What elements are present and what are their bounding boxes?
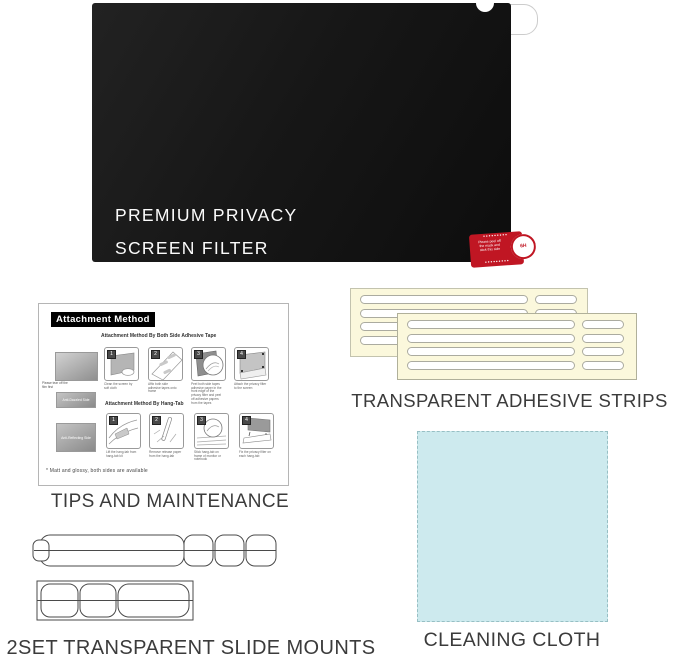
adhesive-strip bbox=[360, 295, 528, 304]
hangtab-step-1: 1 Lift the hang-tab from hang-tab kit bbox=[106, 413, 139, 458]
peel-off-sticker bbox=[469, 231, 527, 268]
adhesive-strip bbox=[535, 295, 577, 304]
adhesive-strip bbox=[582, 347, 624, 356]
section1-title: Attachment Method By Both Side Adhesive Tape bbox=[101, 333, 217, 339]
instruction-sheet-title: Attachment Method bbox=[51, 312, 155, 327]
sticker-text: Please peel off the mask and stick this side bbox=[478, 238, 501, 252]
adhesive-strip bbox=[407, 334, 575, 343]
tape-step-4: 4 Attach the privacy filter to the screen bbox=[234, 347, 267, 390]
filter-title-line1: PREMIUM PRIVACY bbox=[115, 205, 298, 225]
sheet-footnote: * Matt and glossy, both sides are available bbox=[46, 468, 148, 474]
tape-step-3: 3 Peel both side tapes adhesive paper in the front edge of the privacy filter and peel off adhesive papers from the tapes bbox=[191, 347, 224, 405]
filter-title-line2: SCREEN FILTER bbox=[115, 238, 269, 258]
label-cleaning-cloth: CLEANING CLOTH bbox=[423, 629, 601, 651]
instruction-sheet bbox=[38, 303, 289, 486]
tape-step-1: 1 Clean the screen by soft cloth bbox=[104, 347, 137, 390]
sticker-perforation-dots: ••••••••• bbox=[484, 258, 510, 266]
hangtab-step-3: 3 Stick hang-tab on frame of monitor or notebook bbox=[194, 413, 227, 462]
adhesive-strip bbox=[407, 347, 575, 356]
adhesive-strip bbox=[582, 334, 624, 343]
adhesive-strip-card-front bbox=[397, 313, 637, 380]
sticker-perforation-dots: ••••••••• bbox=[482, 232, 509, 240]
hangtab-step-4: 4 Fix the privacy filter on each hang-tab bbox=[239, 413, 272, 458]
filter-title bbox=[115, 199, 298, 265]
sticker-seal-icon: 6H bbox=[510, 233, 537, 260]
screen-illustration bbox=[55, 352, 98, 381]
section2-title: Attachment Method By Hang-Tab bbox=[105, 401, 184, 407]
hangtab-step-2: 2 Remove release paper from the hang-tab bbox=[149, 413, 182, 458]
side-b-illustration: Anti-Reflecting Side bbox=[56, 423, 96, 452]
adhesive-strip bbox=[407, 320, 575, 329]
side-a-illustration: Anti-Dazzled Side bbox=[56, 392, 96, 408]
label-tips-and-maintenance: TIPS AND MAINTENANCE bbox=[50, 491, 290, 512]
label-slide-mounts: 2SET TRANSPARENT SLIDE MOUNTS bbox=[6, 637, 376, 659]
screen-illustration-caption: Please tear off the film first bbox=[42, 381, 68, 389]
slide-mounts-illustration bbox=[30, 527, 280, 627]
adhesive-strip bbox=[407, 361, 575, 370]
tape-step-2: 2 Affix both side adhesive tapes onto frame bbox=[148, 347, 181, 394]
privacy-filter-panel bbox=[92, 3, 527, 266]
adhesive-strip bbox=[582, 320, 624, 329]
filter-thumb-notch bbox=[476, 0, 494, 12]
adhesive-strip bbox=[582, 361, 624, 370]
label-adhesive-strips: TRANSPARENT ADHESIVE STRIPS bbox=[351, 390, 668, 411]
cleaning-cloth bbox=[417, 431, 608, 622]
